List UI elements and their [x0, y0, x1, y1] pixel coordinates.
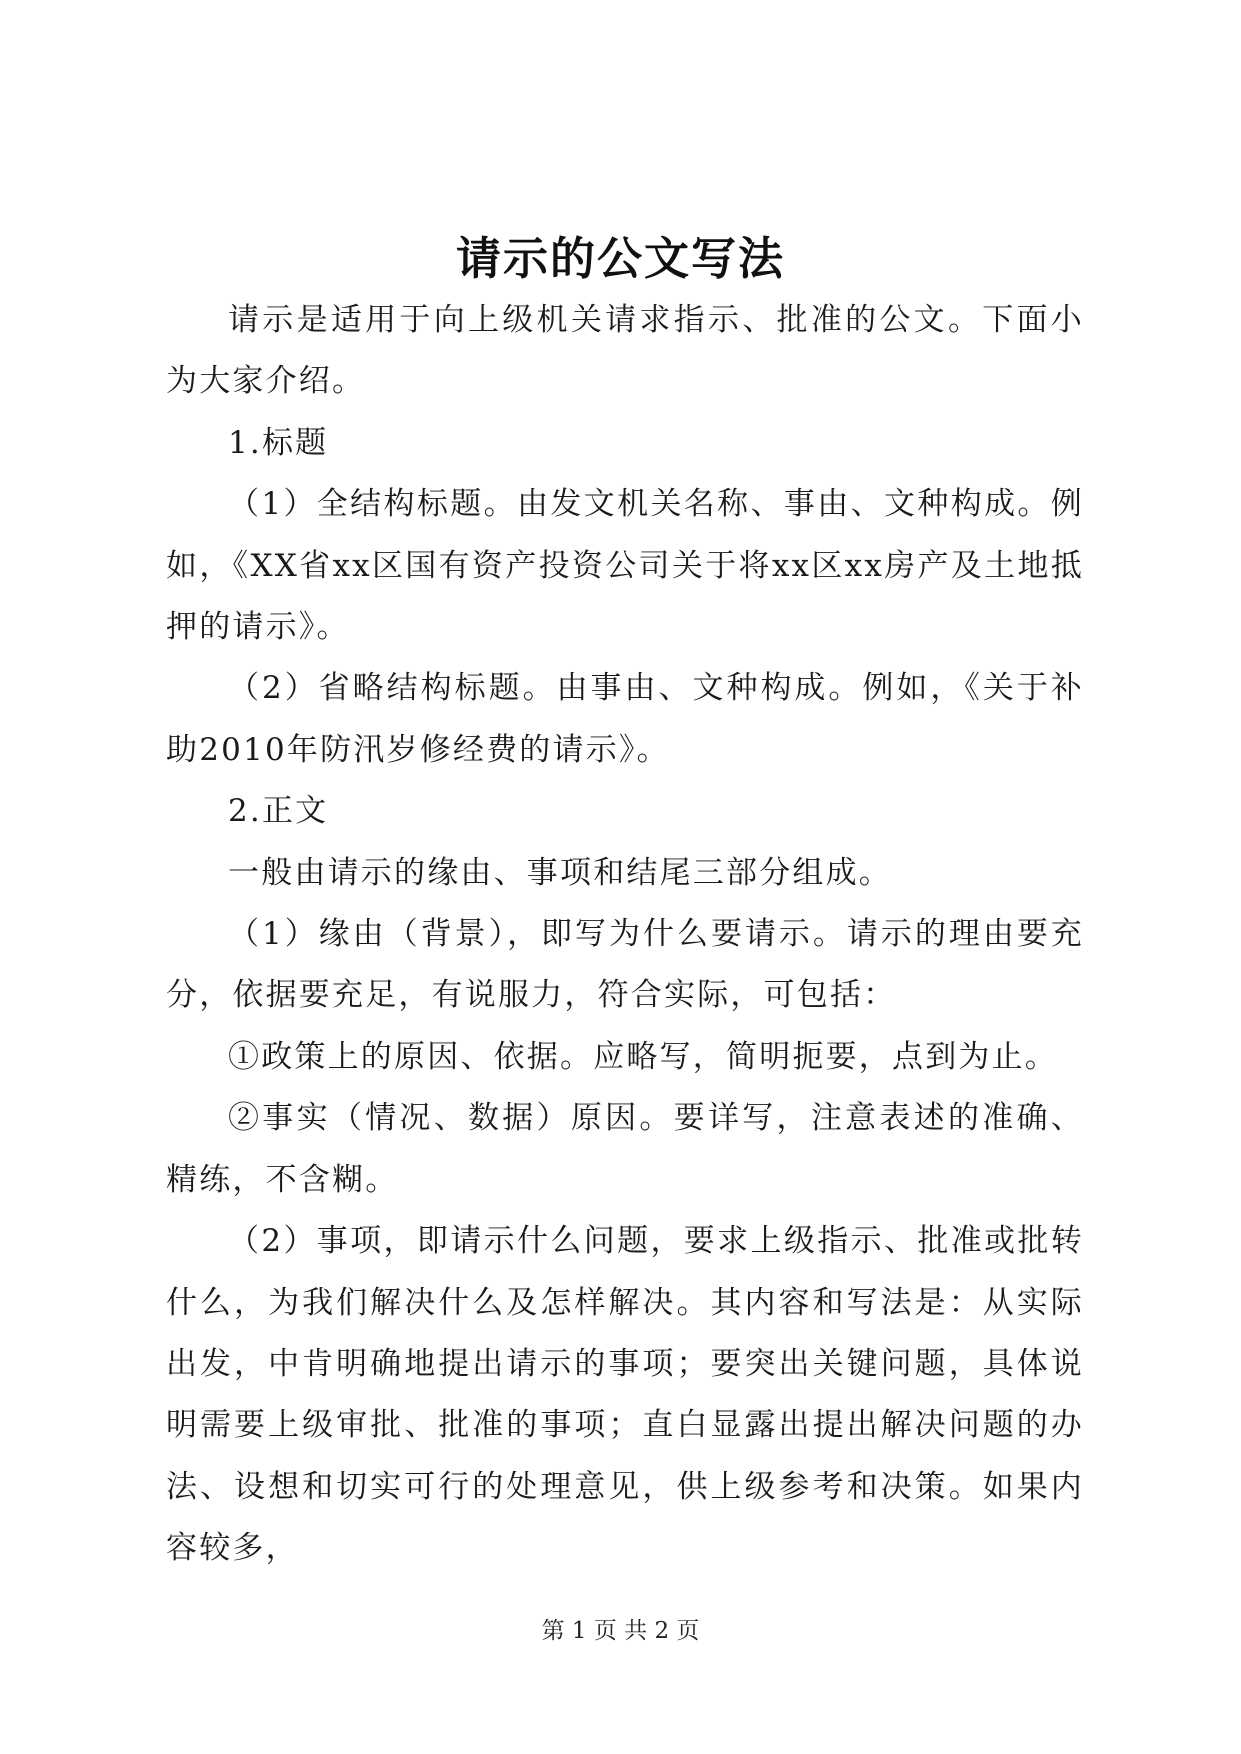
- paragraph-composition: 一般由请示的缘由、事项和结尾三部分组成。: [228, 854, 892, 891]
- paragraph-reason: （1）缘由（背景），即写为什么要请示。请示的理由要充分，依据要充足，有说服力，符合实际，可包括：: [166, 916, 1084, 1014]
- document-title: 请示的公文写法: [455, 232, 785, 285]
- paragraph-full-structure: （1）全结构标题。由发文机关名称、事由、文种构成。例如，《XX省xx区国有资产投资公司关于将xx区xx房产及土地抵押的请示》。: [166, 486, 1084, 646]
- paragraph-short-structure: （2）省略结构标题。由事由、文种构成。例如，《关于补助2010年防汛岁修经费的请示》。: [166, 670, 1084, 768]
- heading-title-section: 1.标题: [228, 424, 329, 461]
- paragraph-intro: 请示是适用于向上级机关请求指示、批准的公文。下面小为大家介绍。: [166, 302, 1084, 400]
- paragraph-policy-reason: ①政策上的原因、依据。应略写，简明扼要，点到为止。: [228, 1038, 1058, 1075]
- paragraph-fact-reason: ②事实（情况、数据）原因。要详写，注意表述的准确、精练，不含糊。: [166, 1100, 1084, 1198]
- heading-body-section: 2.正文: [228, 793, 329, 830]
- page-footer: 第 1 页 共 2 页: [541, 1618, 700, 1644]
- paragraph-matters: （2）事项，即请示什么问题，要求上级指示、批准或批转什么，为我们解决什么及怎样解决。其内容和写法是：从实际出发，中肯明确地提出请示的事项；要突出关键问题，具体说明需要上级审批、批准的事项；直白显露出提出解决问题的办法、设想和切实可行的处理意见，供上级参考和决策。如果内容较多，: [166, 1223, 1084, 1567]
- document-body: [166, 290, 1084, 1580]
